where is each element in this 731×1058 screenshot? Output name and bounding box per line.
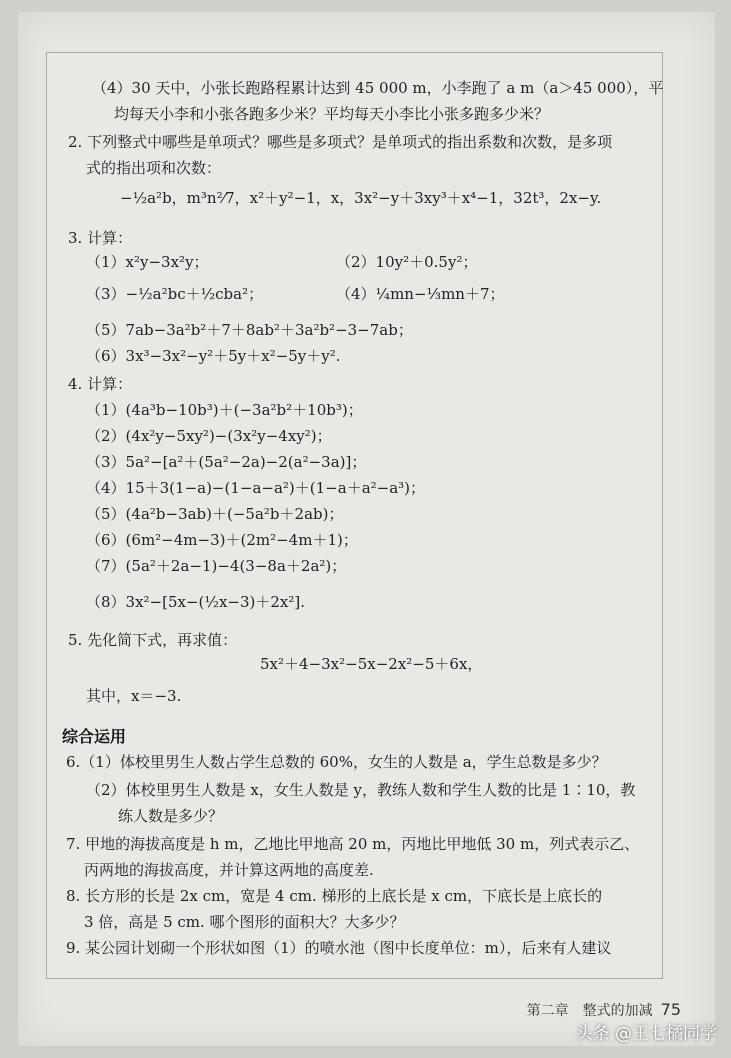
problem-2-line-2: 式的指出项和次数： bbox=[86, 159, 222, 177]
problem-4-2: （2）(4x²y−5xy²)−(3x²y−4xy²)； bbox=[86, 427, 332, 445]
problem-4-7: （7）(5a²＋2a−1)−4(3−8a＋2a²)； bbox=[86, 557, 347, 575]
problem-1-4-line-1: （4）30 天中，小张长跑路程累计达到 45 000 m，小李跑了 a m（a＞45 000），平 bbox=[92, 79, 664, 97]
problem-1-4-line-2: 均每天小李和小张各跑多少米？平均每天小李比小张多跑多少米？ bbox=[114, 105, 550, 123]
problem-2-expressions: −½a²b，m³n²⁄7，x²＋y²−1，x，3x²−y＋3xy³＋x⁴−1，32t³，2x−y. bbox=[120, 189, 602, 207]
problem-4-4: （4）15＋3(1−a)−(1−a−a²)＋(1−a＋a²−a³)； bbox=[86, 479, 426, 497]
problem-5-title: 5. 先化简下式，再求值： bbox=[68, 631, 238, 649]
problem-5-condition: 其中，x＝−3. bbox=[86, 687, 182, 705]
problem-5-expression: 5x²＋4−3x²−5x−2x²−5＋6x， bbox=[260, 655, 483, 673]
problem-2-line-1: 2. 下列整式中哪些是单项式？哪些是多项式？是单项式的指出系数和次数，是多项 bbox=[68, 133, 613, 151]
problem-6-2-line-2: 练人数是多少？ bbox=[118, 807, 224, 825]
problem-3-6: （6）3x³−3x²−y²＋5y＋x²−5y＋y². bbox=[86, 347, 341, 365]
problem-3-title: 3. 计算： bbox=[68, 229, 133, 247]
problem-7-line-2: 丙两地的海拔高度，并计算这两地的高度差. bbox=[84, 861, 374, 879]
problem-3-4: （4）¼mn−⅓mn＋7； bbox=[336, 285, 505, 303]
problem-6-2-line-1: （2）体校里男生人数是 x，女生人数是 y，教练人数和学生人数的比是 1∶10，教 bbox=[86, 781, 636, 799]
section-title-applied: 综合运用 bbox=[62, 727, 127, 746]
problem-3-1: （1）x²y−3x²y； bbox=[86, 253, 209, 271]
problem-4-title: 4. 计算： bbox=[68, 375, 133, 393]
problem-3-3: （3）−½a²bc＋½cba²； bbox=[86, 285, 264, 303]
problem-4-6: （6）(6m²−4m−3)＋(2m²−4m＋1)； bbox=[86, 531, 358, 549]
problem-8-line-2: 3 倍，高是 5 cm. 哪个图形的面积大？大多少？ bbox=[84, 913, 405, 931]
problem-9-line-1: 9. 某公园计划砌一个形状如图（1）的喷水池（图中长度单位：m），后来有人建议 bbox=[66, 939, 612, 957]
problem-6-1: 6.（1）体校里男生人数占学生总数的 60%，女生的人数是 a，学生总数是多少？ bbox=[66, 753, 607, 771]
page-number: 75 bbox=[660, 1000, 681, 1019]
problem-4-5: （5）(4a²b−3ab)＋(−5a²b＋2ab)； bbox=[86, 505, 344, 523]
problem-3-5: （5）7ab−3a²b²＋7＋8ab²＋3a²b²−3−7ab； bbox=[86, 321, 413, 339]
problem-4-1: （1）(4a³b−10b³)＋(−3a²b²＋10b³)； bbox=[86, 401, 363, 419]
problem-3-2: （2）10y²＋0.5y²； bbox=[336, 253, 478, 271]
problem-7-line-1: 7. 甲地的海拔高度是 h m，乙地比甲地高 20 m，丙地比甲地低 30 m，列式表示乙、 bbox=[66, 835, 640, 853]
page-footer bbox=[527, 1000, 681, 1020]
problem-4-8: （8）3x²−[5x−(½x−3)＋2x²]. bbox=[86, 593, 306, 611]
problem-4-3: （3）5a²−[a²＋(5a²−2a)−2(a²−3a)]； bbox=[86, 453, 367, 471]
problem-8-line-1: 8. 长方形的长是 2x cm，宽是 4 cm. 梯形的上底长是 x cm，下底长是上底长的 bbox=[66, 887, 603, 905]
watermark: 头条 @王七橘同学 bbox=[575, 1024, 717, 1044]
chapter-title: 第二章 整式的加减 bbox=[526, 1003, 653, 1019]
